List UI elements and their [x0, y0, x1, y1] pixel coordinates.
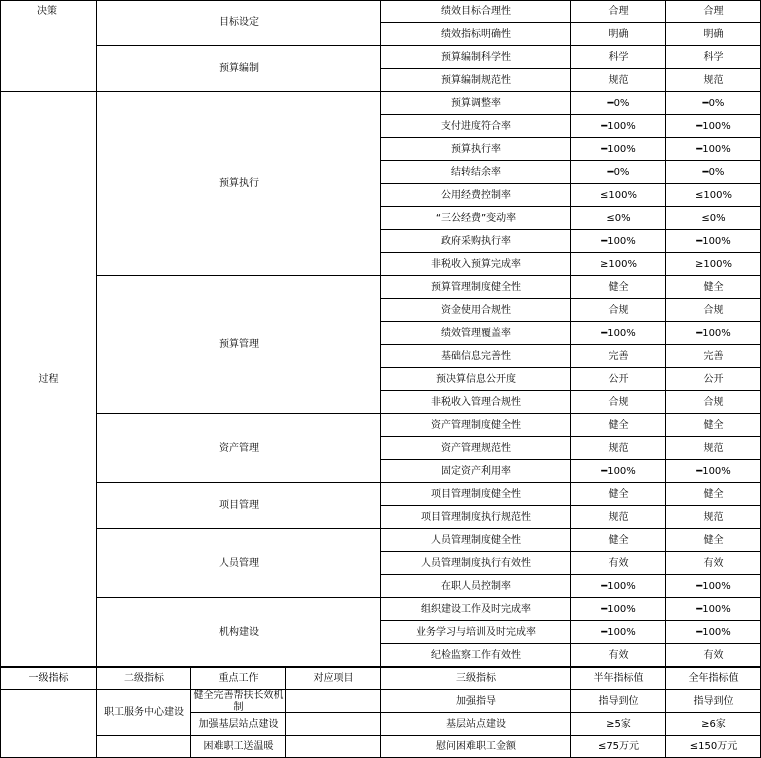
level2-indicator: 职工服务中心建设 [104, 707, 184, 718]
full-year-value: ≥6家 [701, 718, 726, 730]
full-year-value: ━100% [696, 626, 731, 638]
half-year-value: 有效 [608, 557, 629, 569]
grid-line [190, 690, 191, 736]
level3-indicator: 结转结余率 [451, 166, 501, 178]
full-year-value: 有效 [703, 649, 724, 661]
full-year-value: 明确 [703, 28, 724, 40]
level3-indicator: 资产管理规范性 [441, 442, 511, 454]
grid-line [96, 690, 97, 758]
project-cell [286, 690, 381, 713]
level1-empty [0, 690, 97, 758]
level2-indicator: 机构建设 [219, 626, 259, 638]
level3-indicator: 预算执行率 [451, 143, 501, 155]
grid-line [380, 276, 381, 414]
key-work: 健全完善帮扶长效机制 [193, 690, 284, 713]
level3-indicator: 基层站点建设 [446, 718, 506, 730]
level3-indicator: 人员管理制度执行有效性 [421, 557, 531, 569]
half-year-value: ━0% [607, 166, 630, 178]
full-year-value: ━100% [696, 235, 731, 247]
level3-indicator: 慰问困难职工金额 [436, 741, 516, 752]
header-project: 对应项目 [313, 672, 354, 684]
half-year-value: 明确 [608, 28, 629, 40]
key-work: 困难职工送温暖 [203, 741, 274, 752]
level3-indicator: 项目管理制度健全性 [431, 488, 521, 500]
full-year-value: 指导到位 [693, 695, 734, 707]
grid-line [0, 92, 1, 667]
half-year-value: ≥100% [600, 258, 637, 270]
half-year-value: ≤100% [600, 189, 637, 201]
header-level1: 一级指标 [28, 672, 69, 684]
level3-indicator: 预算编制科学性 [441, 51, 511, 63]
full-year-value: 规范 [703, 442, 724, 454]
half-year-value: 科学 [608, 51, 629, 63]
level3-indicator: 公用经费控制率 [441, 189, 511, 201]
grid-line [380, 483, 381, 529]
full-year-value: ━100% [696, 465, 731, 477]
level2-indicator: 预算编制 [219, 63, 259, 74]
grid-line [380, 92, 381, 276]
full-year-value: ≤150万元 [689, 741, 738, 752]
grid-line [0, 0, 1, 92]
grid-line [96, 92, 97, 667]
full-year-value: 健全 [703, 419, 724, 431]
full-year-value: ━0% [702, 166, 725, 178]
half-year-value: ━100% [601, 143, 636, 155]
level3-indicator: 基础信息完善性 [441, 350, 511, 362]
half-year-value: ━100% [601, 327, 636, 339]
full-year-value: 健全 [703, 281, 724, 293]
grid-line [380, 0, 381, 46]
grid-line [380, 598, 381, 667]
header-key-work: 重点工作 [218, 672, 259, 684]
full-year-value: ≤100% [695, 189, 732, 201]
half-year-value: ━100% [601, 603, 636, 615]
level3-indicator: 非税收入管理合规性 [431, 396, 521, 408]
half-year-value: 健全 [608, 534, 629, 546]
half-year-value: 完善 [608, 350, 629, 362]
level2-indicator: 人员管理 [219, 557, 259, 569]
half-year-value: 健全 [608, 281, 629, 293]
key-work: 加强基层站点建设 [198, 718, 279, 730]
level3-indicator: 组织建设工作及时完成率 [421, 603, 531, 615]
full-year-value: 科学 [703, 51, 724, 63]
half-year-value: 公开 [608, 373, 629, 385]
level3-indicator: 纪检监察工作有效性 [431, 649, 521, 661]
grid-line [0, 667, 1, 690]
full-year-value: ━100% [696, 580, 731, 592]
half-year-value: ━100% [601, 626, 636, 638]
half-year-value: ━100% [601, 120, 636, 132]
full-year-value: ━100% [696, 120, 731, 132]
full-year-value: ━0% [702, 97, 725, 109]
header-half-year: 半年指标值 [593, 672, 644, 684]
level3-indicator: 资产管理制度健全性 [431, 419, 521, 431]
full-year-value: 健全 [703, 488, 724, 500]
level2-indicator: 预算执行 [219, 178, 259, 189]
half-year-value: 健全 [608, 488, 629, 500]
project-cell [286, 736, 381, 758]
full-year-value: ≤0% [701, 212, 726, 224]
half-year-value: 合规 [608, 396, 629, 408]
level3-indicator: 支付进度符合率 [441, 120, 511, 132]
level1-indicator: 过程 [38, 373, 59, 385]
half-year-value: 合规 [608, 304, 629, 316]
grid-line [96, 0, 97, 92]
grid-line [0, 690, 1, 758]
level3-indicator: 绩效目标合理性 [441, 5, 511, 17]
level3-indicator: 在职人员控制率 [441, 580, 511, 592]
half-year-value: ━100% [601, 580, 636, 592]
half-year-value: 健全 [608, 419, 629, 431]
half-year-value: ≥5家 [606, 718, 631, 730]
level3-indicator: 预算调整率 [451, 97, 501, 109]
level3-indicator: 业务学习与培训及时完成率 [416, 626, 536, 638]
full-year-value: 合规 [703, 396, 724, 408]
level2-indicator: 项目管理 [219, 500, 259, 511]
grid-line [380, 529, 381, 598]
half-year-value: 规范 [608, 74, 629, 86]
full-year-value: ≥100% [695, 258, 732, 270]
header-full-year: 全年指标值 [688, 672, 739, 684]
level3-indicator: “三公经费”变动率 [435, 212, 517, 224]
half-year-value: ━0% [607, 97, 630, 109]
level3-indicator: 预决算信息公开度 [436, 373, 516, 385]
grid-line [380, 414, 381, 483]
half-year-value: 指导到位 [598, 695, 639, 707]
header-level2: 二级指标 [124, 672, 164, 684]
level1-indicator: 决策 [37, 6, 57, 17]
level3-indicator: 预算管理制度健全性 [431, 281, 521, 293]
header-level3: 三级指标 [456, 672, 496, 684]
half-year-value: ━100% [601, 235, 636, 247]
full-year-value: 规范 [703, 74, 724, 86]
level3-indicator: 政府采购执行率 [441, 235, 511, 247]
full-year-value: 公开 [703, 373, 724, 385]
level2-empty [97, 736, 191, 758]
level3-indicator: 加强指导 [456, 695, 496, 707]
half-year-value: 规范 [608, 442, 629, 454]
grid-line [380, 46, 381, 92]
level3-indicator: 项目管理制度执行规范性 [421, 511, 531, 523]
half-year-value: 合理 [608, 5, 629, 17]
level3-indicator: 绩效指标明确性 [441, 28, 511, 40]
level2-indicator: 资产管理 [219, 442, 259, 454]
full-year-value: 完善 [703, 350, 724, 362]
full-year-value: 规范 [703, 511, 724, 523]
full-year-value: ━100% [696, 327, 731, 339]
level2-indicator: 目标设定 [219, 17, 259, 28]
full-year-value: 合规 [703, 304, 724, 316]
half-year-value: 规范 [608, 511, 629, 523]
grid-line [190, 736, 191, 758]
half-year-value: 有效 [608, 649, 629, 661]
level3-indicator: 人员管理制度健全性 [431, 534, 521, 546]
full-year-value: 有效 [703, 557, 724, 569]
project-cell [286, 713, 381, 736]
half-year-value: ━100% [601, 465, 636, 477]
level3-indicator: 非税收入预算完成率 [431, 258, 521, 270]
level3-indicator: 资金使用合规性 [441, 304, 511, 316]
level3-indicator: 绩效管理覆盖率 [441, 327, 511, 339]
level3-indicator: 固定资产利用率 [441, 465, 511, 477]
half-year-value: ≤0% [606, 212, 631, 224]
full-year-value: ━100% [696, 143, 731, 155]
full-year-value: ━100% [696, 603, 731, 615]
level3-indicator: 预算编制规范性 [441, 74, 511, 86]
full-year-value: 健全 [703, 534, 724, 546]
half-year-value: ≤75万元 [597, 741, 640, 752]
grid-line [0, 666, 761, 668]
full-year-value: 合理 [703, 5, 724, 17]
level2-indicator: 预算管理 [219, 339, 259, 350]
grid-line [0, 0, 761, 1]
